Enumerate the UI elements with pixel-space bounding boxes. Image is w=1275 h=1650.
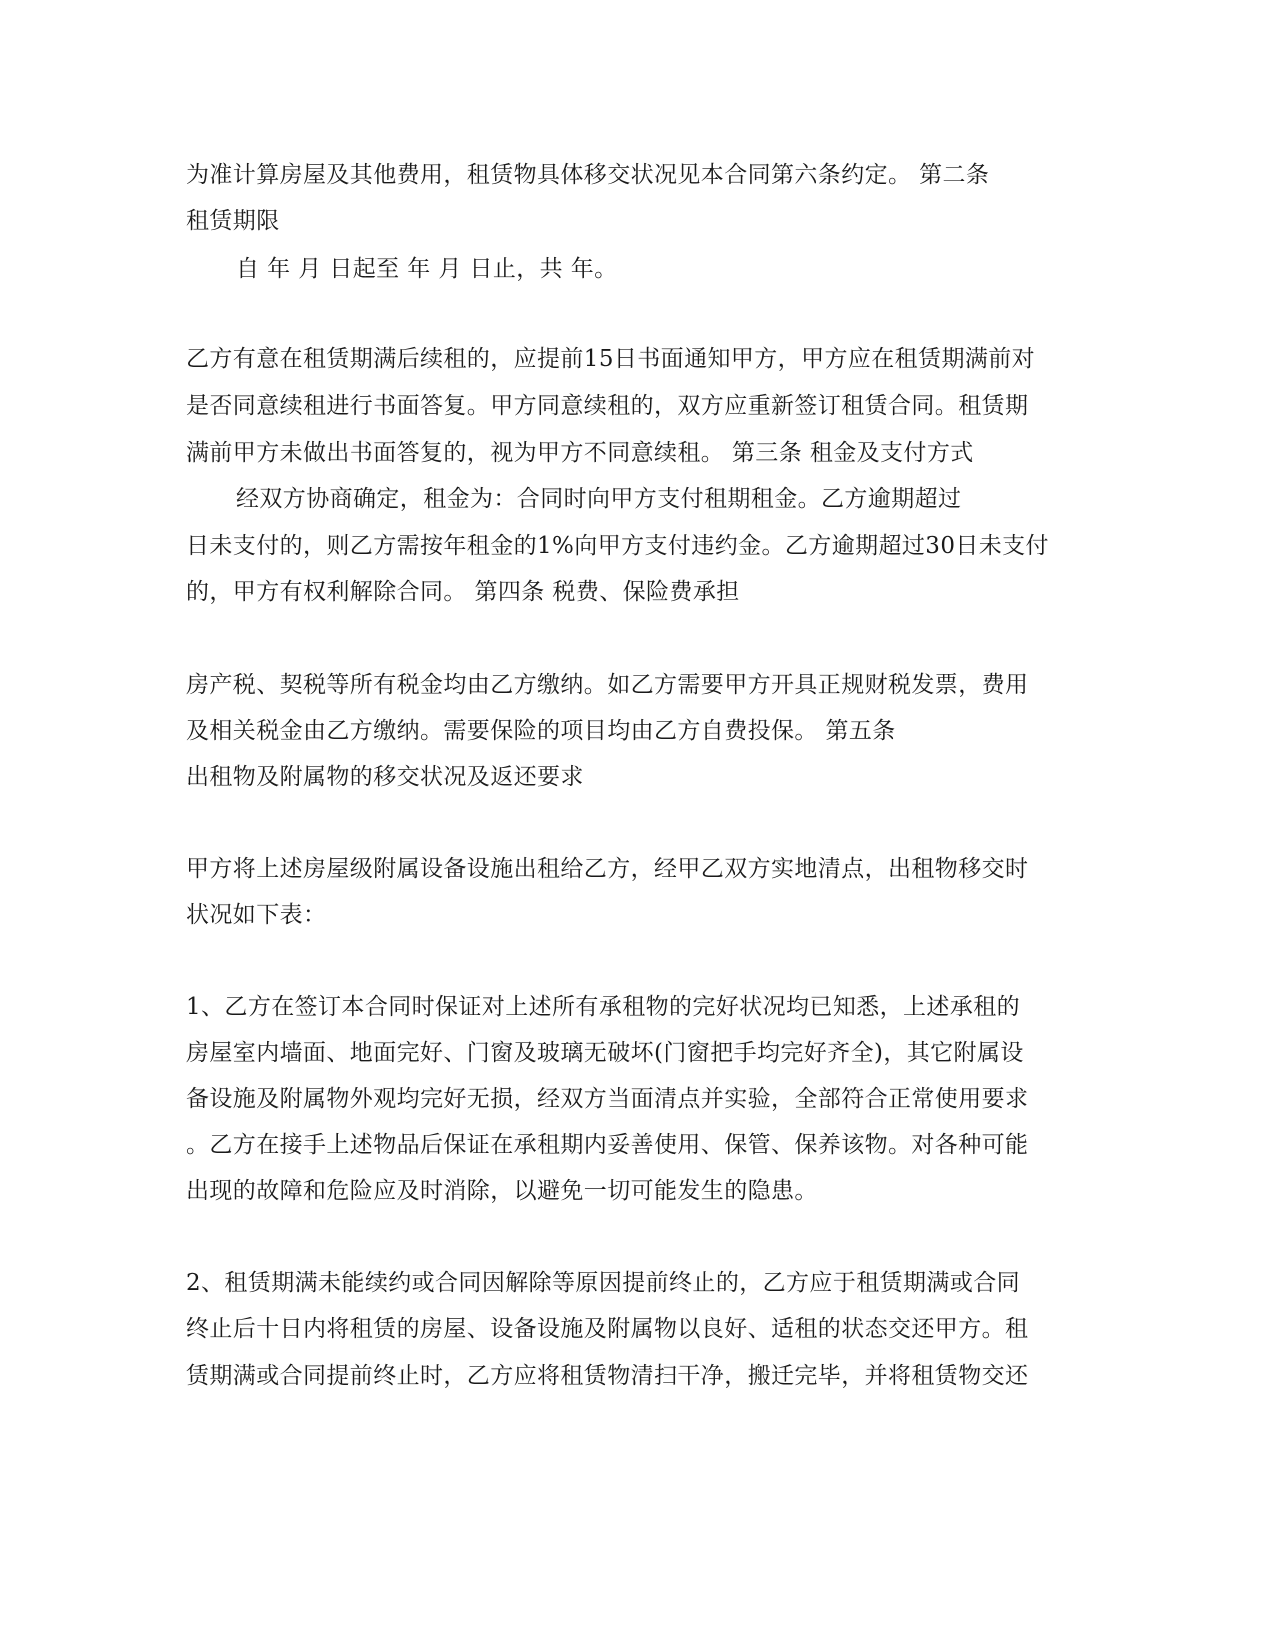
text-line: 状况如下表：: [186, 902, 327, 928]
text-line: 自 年 月 日起至 年 月 日止，共 年。: [236, 256, 618, 282]
text-line: 赁期满或合同提前终止时，乙方应将租赁物清扫干净，搬迁完毕，并将租赁物交还: [186, 1363, 1029, 1389]
text-line: 甲方将上述房屋级附属设备设施出租给乙方，经甲乙双方实地清点，出租物移交时: [186, 856, 1029, 882]
text-line: 经双方协商确定，租金为：合同时向甲方支付租期租金。乙方逾期超过: [236, 486, 962, 512]
text-line: 乙方有意在租赁期满后续租的，应提前15日书面通知甲方，甲方应在租赁期满前对: [186, 346, 1036, 372]
text-line: 2、租赁期满未能续约或合同因解除等原因提前终止的，乙方应于租赁期满或合同: [186, 1270, 1021, 1296]
text-line: 的，甲方有权利解除合同。 第四条 税费、保险费承担: [186, 579, 740, 605]
text-line: 日未支付的，则乙方需按年租金的1%向甲方支付违约金。乙方逾期超过30日未支付: [186, 533, 1049, 559]
text-line: 是否同意续租进行书面答复。甲方同意续租的，双方应重新签订租赁合同。租赁期: [186, 393, 1029, 419]
text-line: 为准计算房屋及其他费用，租赁物具体移交状况见本合同第六条约定。 第二条: [186, 162, 990, 188]
text-line: 房产税、契税等所有税金均由乙方缴纳。如乙方需要甲方开具正规财税发票，费用: [186, 672, 1029, 698]
text-line: 房屋室内墙面、地面完好、门窗及玻璃无破坏(门窗把手均完好齐全)，其它附属设: [186, 1040, 1024, 1066]
text-line: 及相关税金由乙方缴纳。需要保险的项目均由乙方自费投保。 第五条: [186, 718, 896, 744]
text-line: 。乙方在接手上述物品后保证在承租期内妥善使用、保管、保养该物。对各种可能: [186, 1132, 1029, 1158]
text-line: 满前甲方未做出书面答复的，视为甲方不同意续租。 第三条 租金及支付方式: [186, 440, 974, 466]
text-line: 备设施及附属物外观均完好无损，经双方当面清点并实验，全部符合正常使用要求: [186, 1086, 1029, 1112]
text-line: 终止后十日内将租赁的房屋、设备设施及附属物以良好、适租的状态交还甲方。租: [186, 1316, 1029, 1342]
text-line: 租赁期限: [186, 208, 280, 234]
text-line: 1、乙方在签订本合同时保证对上述所有承租物的完好状况均已知悉，上述承租的: [186, 994, 1021, 1020]
text-line: 出租物及附属物的移交状况及返还要求: [186, 764, 584, 790]
text-line: 出现的故障和危险应及时消除，以避免一切可能发生的隐患。: [186, 1178, 818, 1204]
